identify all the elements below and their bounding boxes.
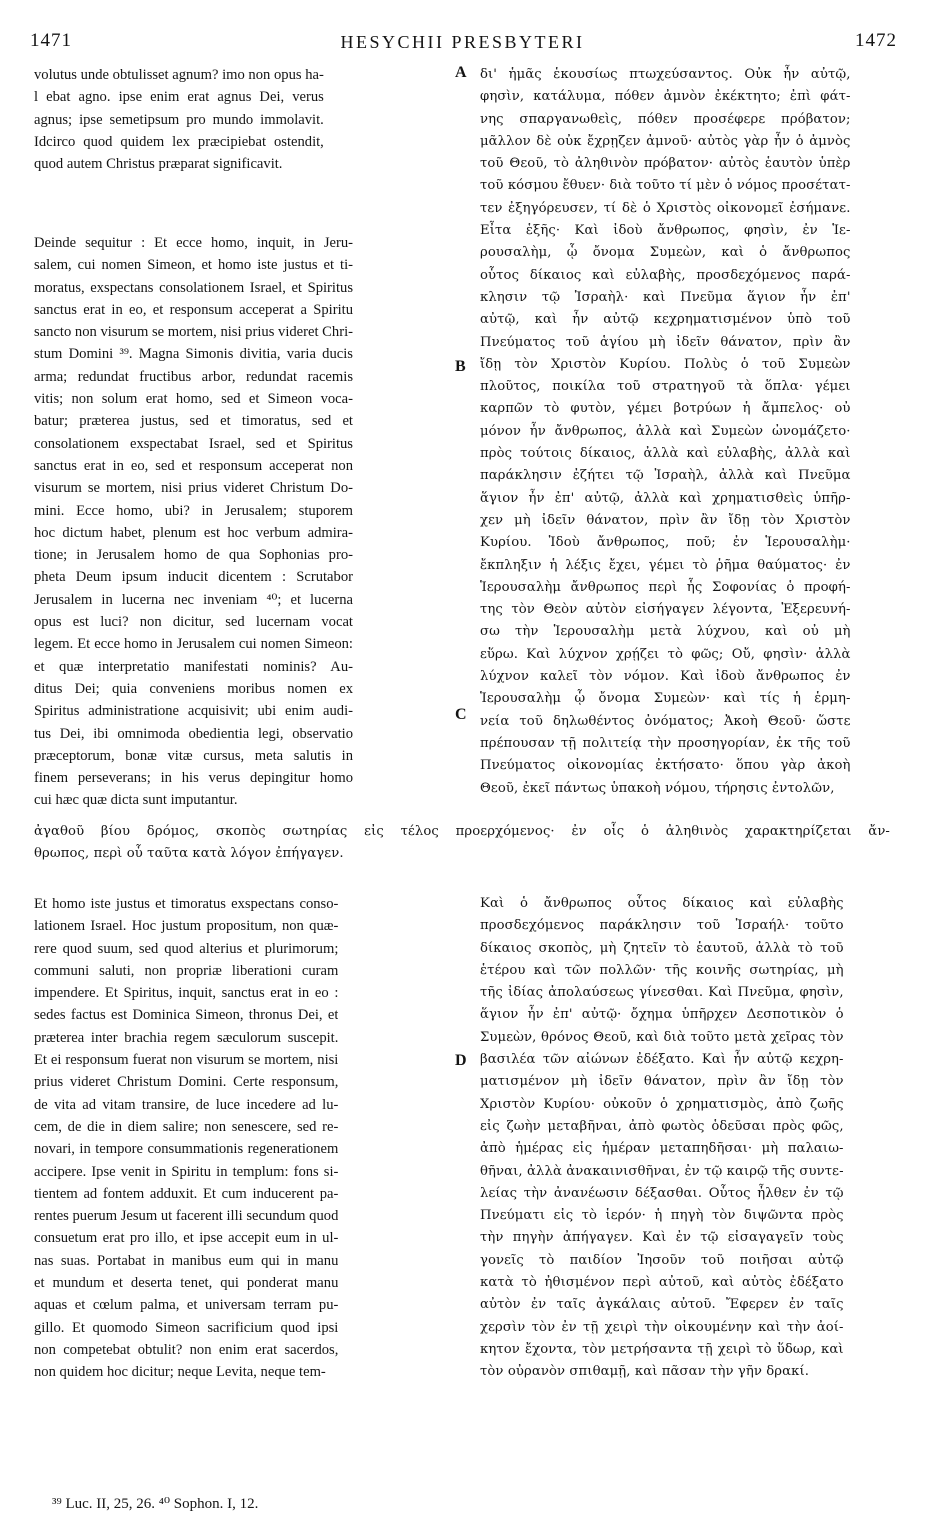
text-line: τοῦ Θεοῦ, τὸ ἀληθινὸν πρόβατον· αὐτὸς ἑαυτὸν ὑπὲρ bbox=[480, 156, 851, 172]
greek-block-bottom bbox=[480, 893, 844, 1384]
margin-letter-d: D bbox=[455, 1052, 467, 1069]
text-line: communi saluti, non propriæ liberationi curam bbox=[34, 962, 339, 979]
text-line: Κυρίου. Ἰδοὺ ἄνθρωπος, ποῦ; ἐν Ἱερουσαλὴμ· bbox=[480, 535, 851, 551]
text-line: et quæ interpretatio manifestati nominis? Au- bbox=[34, 658, 353, 675]
text-line: de vita ad vitam transire, de luce incedere ad lu- bbox=[34, 1096, 339, 1113]
text-line: Idcirco quod quidem lex præcipiebat ostendit, bbox=[34, 133, 324, 150]
text-line: opus est luci? non dicitur, sed lucernam vocat bbox=[34, 614, 353, 631]
text-line: Πνεύματος τοῦ ἁγίου μὴ ἰδεῖν θάνατον, πρὶν ἂν bbox=[480, 334, 851, 350]
text-line: αὐτὸν ἐν ταῖς ἀγκάλαις αὐτοῦ. Ἔφερεν ἐν ταῖς bbox=[480, 1297, 844, 1313]
text-line: sanctus erat in eo, sed et responsum acceperat non bbox=[34, 457, 353, 474]
text-line: τὴν πηγὴν ἀπήγαγεν. Καὶ ἐν τῷ εἰσαγαγεῖν τοὺς bbox=[480, 1230, 844, 1246]
text-line: χερσὶν τὸν ἐν τῇ χειρὶ τὴν οἰκουμένην καὶ τὴν ἀοί- bbox=[480, 1319, 844, 1335]
text-line: pheta Deum ipsum inducit dicentem : Scrutabor bbox=[34, 569, 353, 586]
text-line: Συμεὼν, θρόνος Θεοῦ, καὶ διὰ τοῦτο μετὰ χεῖρας τὸν bbox=[480, 1029, 844, 1045]
text-line: non quidem hoc dicitur; neque Levita, neque tem- bbox=[34, 1364, 326, 1381]
latin-block-bottom bbox=[34, 893, 338, 1384]
text-line: σω τὴν Ἱερουσαλὴμ μετὰ λύχνου, καὶ οὐ μὴ bbox=[480, 624, 851, 640]
text-line: Ἱερουσαλὴμ ἄνθρωπος περὶ ἧς Σοφονίας ὁ προφή- bbox=[480, 579, 851, 595]
text-line: Jerusalem in lucerna nec inveniam ⁴⁰; et lucerna bbox=[34, 591, 353, 608]
text-line: consuetum erat pro illo, et ipse accepit eum in ul- bbox=[34, 1230, 339, 1247]
text-line: αὐτῷ, καὶ ἦν αὐτῷ κεχρηματισμένον ὑπὸ τοῦ bbox=[480, 312, 851, 328]
text-line: legem. Et ecce homo in Jerusalem cui nomen Simeon: bbox=[34, 636, 353, 653]
text-line: præceptorum, bonæ vitæ cursus, meta salutis in bbox=[34, 747, 353, 764]
text-line: νεία τοῦ δηλωθέντος ὀνόματος; Ἀκοὴ Θεοῦ· ὥστε bbox=[480, 713, 851, 729]
text-line: λύχνον καλεῖ τὸν νόμον. Καὶ ἰδοὺ ἄνθρωπος ἐν bbox=[480, 669, 851, 685]
text-line: Et homo iste justus et timoratus exspectans conso- bbox=[34, 896, 339, 912]
text-line: tus Dei, ibi omnimoda obedientia legi, observatio bbox=[34, 725, 353, 742]
text-line: ἀπὸ ἡμέρας εἰς ἡμέραν μεταπηδῆσαι· μὴ παλαιω- bbox=[480, 1141, 844, 1157]
text-line: aquas et cœlum palma, et universam terram pu- bbox=[34, 1297, 339, 1314]
text-line: θρωπος, περὶ οὗ ταῦτα κατὰ λόγον ἐπήγαγεν. bbox=[34, 846, 344, 862]
text-line: visurum se mortem, nisi prius videret Christum Do- bbox=[34, 480, 353, 497]
text-line: l ebat agno. ipse enim erat agnus Dei, verus bbox=[34, 89, 324, 106]
text-line: præterea inter brachia regem sæculorum suscepit. bbox=[34, 1029, 339, 1046]
text-line: arma; redundat fructibus arbor, redundat racemis bbox=[34, 368, 353, 385]
text-line: Καὶ ὁ ἄνθρωπος οὗτος δίκαιος καὶ εὐλαβὴς bbox=[480, 896, 844, 911]
latin-block-top bbox=[34, 64, 324, 175]
text-line: vitis; non solum erat homo, sed et Simeon voca- bbox=[34, 391, 353, 408]
text-line: sedes factus est Dominica Simeon, thronus Dei, et bbox=[34, 1007, 339, 1024]
text-line: ἅγιον ἦν ἐπ' αὐτῷ· ὄχημα ὑπῆρχεν Δεσποτικὸν ὁ bbox=[480, 1007, 844, 1023]
text-line: Ἱερουσαλὴμ ᾧ ὄνομα Συμεὼν· καὶ τίς ἡ ἑρμη- bbox=[480, 691, 851, 707]
text-line: Θεοῦ, ἐκεῖ πάντως ὑπακοὴ νόμου, τήρησις ἐντολῶν, bbox=[480, 780, 835, 796]
text-line: Et ei responsum fuerat non visurum se mortem, nisi bbox=[34, 1052, 339, 1069]
text-line: της τὸν Θεὸν αὐτὸν εἰσήγαγεν λέγοντα, Ἐξερευνή- bbox=[480, 602, 851, 618]
text-line: rentes puerum Jesum ut facerent illi secundum quod bbox=[34, 1208, 339, 1225]
text-line: moratus, exspectans consolationem Israel, et Spiritus bbox=[34, 279, 353, 296]
text-line: tione; in Jerusalem homo de qua Sophonias pro- bbox=[34, 547, 353, 564]
text-line: νης σπαργανωθεὶς, πόθεν προσέφερε πρόβατον; bbox=[480, 111, 851, 127]
text-line: πρέπουσαν τῇ πολιτείᾳ τὴν προσηγορίαν, ἐκ τῆς τοῦ bbox=[480, 735, 851, 751]
text-line: ἴδῃ τὸν Χριστὸν Κυρίου. Πολὺς ὁ τοῦ Συμεὼν bbox=[480, 356, 851, 372]
latin-block-middle bbox=[34, 232, 353, 812]
text-line: non competebat obtulit? non enim erat sacerdos, bbox=[34, 1341, 339, 1358]
text-line: tientem ad fontem adduxit. Et cum inducerent pa- bbox=[34, 1185, 339, 1202]
text-line: φησὶν, κατάλυμα, πόθεν ἀμνὸν ἐκέκτητο; ἐπὶ φάτ- bbox=[480, 89, 851, 105]
text-line: quod autem Christus præparat significavit. bbox=[34, 156, 283, 173]
text-line: sancto non visurum se mortem, nisi prius videret Chri- bbox=[34, 324, 353, 341]
text-line: τοῦ κόσμου ἔθυεν· διὰ τοῦτο τί μὲν ὁ νόμος προσέτατ- bbox=[480, 178, 851, 194]
text-line: γονεῖς τὸ παιδίον Ἰησοῦν τοῦ ποιῆσαι αὐτῷ bbox=[480, 1252, 844, 1268]
text-line: κατὰ τὸ ἠθισμένον περὶ αὐτοῦ, καὶ αὐτὸς ἐδέξατο bbox=[480, 1275, 844, 1291]
text-line: χεν μὴ ἰδεῖν θάνατον, πρὶν ἂν ἴδῃ τὸν Χριστὸν bbox=[480, 512, 851, 528]
text-line: πρὸς τούτοις δίκαιος, ἀλλὰ καὶ εὐλαβὴς, ἀλλὰ καὶ bbox=[480, 446, 851, 462]
text-line: Deinde sequitur : Et ecce homo, inquit, in Jeru- bbox=[34, 235, 353, 251]
text-line: εἰς ζωὴν μεταβῆναι, ἀπὸ φωτὸς ὁδεῦσαι πρὸς φῶς, bbox=[480, 1118, 844, 1134]
text-line: ἅγιον ἦν ἐπ' αὐτῷ, ἀλλὰ καὶ χρηματισθεὶς ὑπῆρ- bbox=[480, 490, 851, 506]
text-line: ρουσαλὴμ, ᾧ ὄνομα Συμεὼν, καὶ ὁ ἄνθρωπος bbox=[480, 245, 851, 261]
text-line: ματισμένον μὴ ἰδεῖν θάνατον, πρὶν ἂν ἴδῃ τὸν bbox=[480, 1074, 844, 1090]
text-line: βασιλέα τῶν αἰώνων ἐδέξατο. Καὶ ἦν αὐτῷ κεχρη- bbox=[480, 1052, 844, 1068]
text-line: nas suas. Portabat in manibus eum qui in manu bbox=[34, 1252, 339, 1269]
text-line: Spiritus administratione acquisivit; ubi enim audi- bbox=[34, 703, 353, 720]
text-line: accipere. Ipse venit in Spiritu in templum: fons si- bbox=[34, 1163, 339, 1180]
text-line: consolationem exspectabat Israel, sed et Spiritus bbox=[34, 435, 353, 452]
footnotes: ³⁹ Luc. II, 25, 26. ⁴⁰ Sophon. I, 12. bbox=[52, 1496, 259, 1512]
text-line: τεν ἐξηγόρευσεν, τί δὲ ὁ Χριστὸς οἰκονομεῖ ἐσήμανε. bbox=[480, 200, 851, 216]
text-line: rere quod suum, sed quod alterius et plurimorum; bbox=[34, 940, 339, 957]
text-line: εὕρω. Καὶ λύχνον χρῄζει τὸ φῶς; Οὔ, φησὶν· ἀλλὰ bbox=[480, 646, 851, 662]
text-line: κλησιν τῷ Ἰσραὴλ· καὶ Πνεῦμα ἅγιον ἦν ἐπ' bbox=[480, 289, 851, 305]
text-line: δίκαιος σκοπὸς, μὴ ζητεῖν τὸ ἑαυτοῦ, ἀλλὰ τὸ τοῦ bbox=[480, 940, 844, 956]
text-line: sanctus erat in eo, et responsum acceperat a Spiritu bbox=[34, 301, 353, 318]
text-line: cui hæc quæ dicta sunt imputantur. bbox=[34, 792, 238, 809]
text-line: τῆς ἰδίας ἀπολαύσεως γίνεσθαι. Καὶ Πνεῦμα, φησὶν, bbox=[480, 985, 844, 1001]
text-line: κητον ἔχοντα, τὸν μετρήσαντα τῇ χειρὶ τὸ ὕδωρ, καὶ bbox=[480, 1341, 844, 1357]
text-line: Πνεύματος οἰκονομίας ἐκτήσατο· ὅπου γὰρ ἀκοὴ bbox=[480, 758, 851, 774]
text-line: agnus; ipse semetipsum pro mundo immolavit. bbox=[34, 111, 324, 128]
page-number-left: 1471 bbox=[30, 30, 72, 51]
spanning-greek-text bbox=[34, 821, 890, 866]
text-line: novari, in tempore consummationis regenerationem bbox=[34, 1141, 339, 1158]
margin-letter-c: C bbox=[455, 706, 467, 723]
text-line: impendere. Et Spiritus, inquit, sanctus erat in eo : bbox=[34, 985, 339, 1002]
margin-letter-a: A bbox=[455, 64, 467, 81]
text-line: mini. Ecce homo, ubi? in Jerusalem; stuporem bbox=[34, 502, 353, 519]
text-line: προσδεχόμενος παράκλησιν τοῦ Ἰσραήλ· τοῦτο bbox=[480, 918, 844, 934]
margin-letter-b: B bbox=[455, 358, 466, 375]
text-line: θῆναι, ἀλλὰ ἀνακαινισθῆναι, ἐν τῷ καιρῷ τῆς συντε- bbox=[480, 1163, 844, 1179]
text-line: stum Domini ³⁹. Magna Simonis divitia, varia ducis bbox=[34, 346, 353, 363]
text-line: salem, cui nomen Simeon, et homo iste justus et ti- bbox=[34, 257, 353, 274]
text-line: lationem Israel. Hoc justum propositum, non quæ- bbox=[34, 918, 339, 935]
text-line: πλοῦτος, ποικίλα τοῦ στρατηγοῦ τὰ ὅπλα· γέμει bbox=[480, 379, 851, 395]
text-line: prius videret Christum Domini. Certe responsum, bbox=[34, 1074, 339, 1091]
text-line: volutus unde obtulisset agnum? imo non opus ha- bbox=[34, 67, 324, 83]
text-line: παράκλησιν ἐζήτει τῷ Ἰσραὴλ, ἀλλὰ καὶ Πνεῦμα bbox=[480, 468, 851, 484]
text-line: hoc dictum habet, plenum est hoc verbum admira- bbox=[34, 524, 353, 541]
greek-block-top bbox=[480, 64, 851, 800]
text-line: Πνεύματι εἰς τὸ ἱερόν· ἡ πηγὴ τὸν διψῶντα πρὸς bbox=[480, 1208, 844, 1224]
text-line: Χριστὸν Κυρίου· οὐκοῦν ὁ χρηματισμὸς, ἀπὸ ζωῆς bbox=[480, 1096, 844, 1112]
text-line: μόνον ἦν ἄνθρωπος, ἀλλὰ καὶ Συμεὼν ὠνομάζετο· bbox=[480, 423, 851, 439]
text-line: καρπῶν τὸ φυτὸν, γέμει βοτρύων ἡ ἄμπελος· οὐ bbox=[480, 401, 851, 417]
text-line: gillo. Et quomodo Simeon sacrificium quod ipsi bbox=[34, 1319, 339, 1336]
text-line: Εἶτα ἑξῆς· Καὶ ἰδοὺ ἄνθρωπος, φησὶν, ἐν Ἱε- bbox=[480, 223, 851, 239]
text-line: οὗτος δίκαιος καὶ εὐλαβὴς, προσδεχόμενος παρά- bbox=[480, 267, 851, 283]
text-line: δι' ἡμᾶς ἑκουσίως πτωχεύσαντος. Οὐκ ἦν αὐτῷ, bbox=[480, 67, 851, 82]
text-line: et mundum et deserta tenet, qui ponderat manu bbox=[34, 1275, 339, 1292]
text-line: cem, de die in diem salire; non senescere, sed re- bbox=[34, 1118, 339, 1135]
text-line: ἑτέρου καὶ τῶν πολλῶν· τῆς κοινῆς σωτηρίας, μὴ bbox=[480, 962, 844, 978]
text-line: batur; præterea justus, sed et timoratus, sed et bbox=[34, 413, 353, 430]
text-line: ἔκπληξιν ἡ λέξις ἔχει, γέμει τὸ ῥῆμα θαύματος· ἐν bbox=[480, 557, 851, 573]
text-line: λείας τὴν ἀνανέωσιν δέξασθαι. Οὗτος ἦλθεν ἐν τῷ bbox=[480, 1185, 844, 1201]
page-number-right: 1472 bbox=[855, 30, 897, 51]
text-line: τὸν οὐρανὸν σπιθαμῇ, καὶ πᾶσαν τὴν γῆν δρακί. bbox=[480, 1364, 810, 1380]
text-line: μᾶλλον δὲ οὐκ ἔχρῃζεν ἀμνοῦ· αὐτὸς γὰρ ἦν ὁ ἀμνὸς bbox=[480, 133, 851, 149]
text-line: finem perseverans; in his verus depingitur homo bbox=[34, 770, 353, 787]
text-line: ἀγαθοῦ βίου δρόμος, σκοπὸς σωτηρίας εἰς τέλος προερχόμενος· ἐν οἷς ὁ ἀληθινὸς χαρακτηρίζεται ἄν- bbox=[34, 824, 890, 839]
running-title: HESYCHII PRESBYTERI bbox=[340, 32, 585, 52]
text-line: ditus Dei; quia conveniens moribus nomen ex bbox=[34, 680, 353, 697]
